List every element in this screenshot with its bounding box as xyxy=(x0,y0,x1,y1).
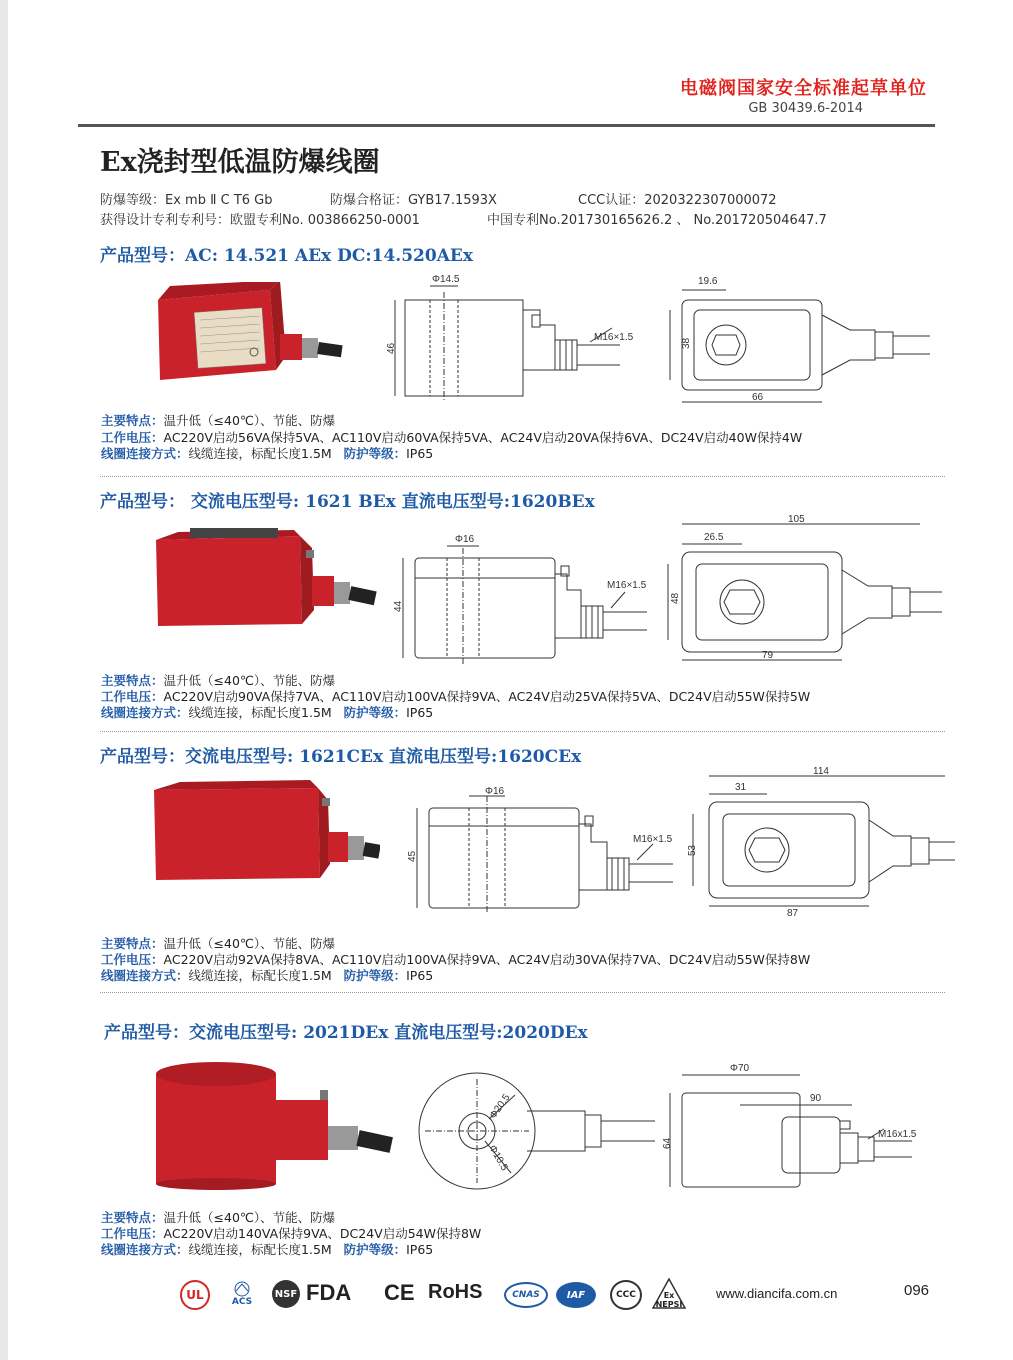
product-2-dim-d: 26.5 xyxy=(704,532,724,543)
rohs-logo-icon: RoHS xyxy=(428,1281,483,1303)
header-standard-number: GB 30439.6-2014 xyxy=(748,101,863,116)
cnas-logo-icon: CNAS xyxy=(504,1282,548,1308)
product-2-dim-a: Φ16 xyxy=(455,534,475,545)
product-1-dim-f: 66 xyxy=(752,392,764,403)
product-1-dim-b: 46 xyxy=(386,342,397,354)
product-1-model: 产品型号：AC: 14.521 AEx DC:14.520AEx xyxy=(100,246,473,266)
product-2-dim-e: 48 xyxy=(670,592,681,604)
ce-logo-icon: CE xyxy=(384,1280,415,1305)
product-4-dim-b: Φ10.5 xyxy=(486,1143,510,1173)
product-1-connection: 线圈连接方式：线缆连接，标配长度1.5M 防护等级：IP65 xyxy=(101,446,434,461)
product-1-voltage: 工作电压：AC220V启动56VA保持5VA、AC110V启动60VA保持5VA、AC24V启动20VA保持6VA、DC24V启动40W保持4W xyxy=(101,430,803,445)
product-3-model: 产品型号：交流电压型号: 1621CEx 直流电压型号:1620CEx xyxy=(100,747,582,767)
product-4-model: 产品型号：交流电压型号: 2021DEx 直流电压型号:2020DEx xyxy=(104,1023,588,1043)
product-4-connection: 线圈连接方式：线缆连接，标配长度1.5M 防护等级：IP65 xyxy=(101,1242,434,1257)
product-2-model: 产品型号： 交流电压型号: 1621 BEx 直流电压型号:1620BEx xyxy=(100,492,595,512)
product-1-dim-e: 38 xyxy=(681,337,692,349)
eu-patent: 获得设计专利专利号：欧盟专利No. 003866250-0001 xyxy=(100,213,420,228)
product-3-dim-f: 87 xyxy=(787,908,799,919)
product-2-dim-b: 44 xyxy=(393,600,404,612)
product-3-dim-g: 114 xyxy=(813,766,829,777)
section-divider xyxy=(100,992,945,993)
footer-website[interactable]: www.diancifa.com.cn xyxy=(716,1286,838,1301)
product-2-top-drawing xyxy=(660,512,950,672)
product-2-dim-f: 79 xyxy=(762,650,774,661)
header-organization-title: 电磁阀国家安全标准起草单位 xyxy=(680,78,927,99)
ccc-logo-icon: CCC xyxy=(610,1280,642,1310)
product-1-top-drawing xyxy=(660,270,950,410)
product-3-connection: 线圈连接方式：线缆连接，标配长度1.5M 防护等级：IP65 xyxy=(101,968,434,983)
product-3-features: 主要特点：温升低（≤40℃）、节能、防爆 xyxy=(101,936,336,951)
product-1-photo xyxy=(150,282,350,392)
explosion-grade: 防爆等级：Ex mb Ⅱ C T6 Gb xyxy=(100,193,273,208)
product-1-side-drawing xyxy=(380,270,660,410)
product-1-dim-d: 19.6 xyxy=(698,276,718,287)
product-3-dim-b: 45 xyxy=(407,850,418,862)
product-2-voltage: 工作电压：AC220V启动90VA保持7VA、AC110V启动100VA保持9VA、AC24V启动25VA保持5VA、DC24V启动55W保持5W xyxy=(101,689,811,704)
product-2-dim-c: M16×1.5 xyxy=(607,580,647,591)
product-4-features: 主要特点：温升低（≤40℃）、节能、防爆 xyxy=(101,1210,336,1225)
product-3-voltage: 工作电压：AC220V启动92VA保持8VA、AC110V启动100VA保持9VA、AC24V启动30VA保持7VA、DC24V启动55W保持8W xyxy=(101,952,811,967)
product-1-dim-a: Φ14.5 xyxy=(432,274,460,285)
product-2-dim-g: 105 xyxy=(788,514,805,525)
header-rule xyxy=(78,124,935,127)
product-2-connection: 线圈连接方式：线缆连接，标配长度1.5M 防护等级：IP65 xyxy=(101,705,434,720)
product-2-features: 主要特点：温升低（≤40℃）、节能、防爆 xyxy=(101,673,336,688)
ul-logo-icon: UL xyxy=(180,1280,210,1310)
product-4-voltage: 工作电压：AC220V启动140VA保持9VA、DC24V启动54W保持8W xyxy=(101,1226,482,1241)
product-4-dim-a: Φ20.5 xyxy=(487,1092,513,1122)
cn-patent: 中国专利No.201730165626.2 、 No.201720504647.7 xyxy=(487,213,827,228)
fda-logo-icon: FDA xyxy=(306,1280,352,1305)
section-divider xyxy=(100,476,945,477)
product-3-dim-c: M16×1.5 xyxy=(633,834,673,845)
page-title: Ex浇封型低温防爆线圈 xyxy=(100,147,380,178)
product-3-dim-a: Φ16 xyxy=(485,786,505,797)
product-2-side-drawing xyxy=(385,530,660,670)
product-4-front-drawing xyxy=(415,1055,670,1195)
page-left-margin xyxy=(0,0,8,1360)
section-divider xyxy=(100,731,945,732)
product-4-dim-f: M16x1.5 xyxy=(878,1129,917,1140)
product-1-dim-c: M16×1.5 xyxy=(594,332,634,343)
product-3-dim-e: 53 xyxy=(687,844,698,856)
nsf-logo-icon: NSF xyxy=(272,1280,300,1308)
product-3-dim-d: 31 xyxy=(735,782,747,793)
product-4-dim-c: Φ70 xyxy=(730,1063,750,1074)
product-4-dim-e: 64 xyxy=(662,1137,673,1149)
product-4-dim-d: 90 xyxy=(810,1093,822,1104)
product-3-side-drawing xyxy=(405,780,685,920)
ccc-certificate: CCC认证：2020322307000072 xyxy=(578,193,777,208)
acs-logo-icon: ACS xyxy=(222,1276,262,1312)
product-2-photo xyxy=(150,528,380,638)
product-4-side-drawing xyxy=(662,1055,952,1195)
ex-nepsi-logo-icon: Ex NEPSI xyxy=(652,1278,686,1310)
page-number: 096 xyxy=(904,1282,930,1299)
product-4-photo xyxy=(150,1060,400,1190)
explosion-certificate: 防爆合格证：GYB17.1593X xyxy=(330,193,497,208)
product-3-top-drawing xyxy=(683,766,958,926)
iaf-logo-icon: IAF xyxy=(556,1282,596,1308)
product-1-features: 主要特点：温升低（≤40℃）、节能、防爆 xyxy=(101,413,336,428)
product-3-photo xyxy=(150,780,380,890)
